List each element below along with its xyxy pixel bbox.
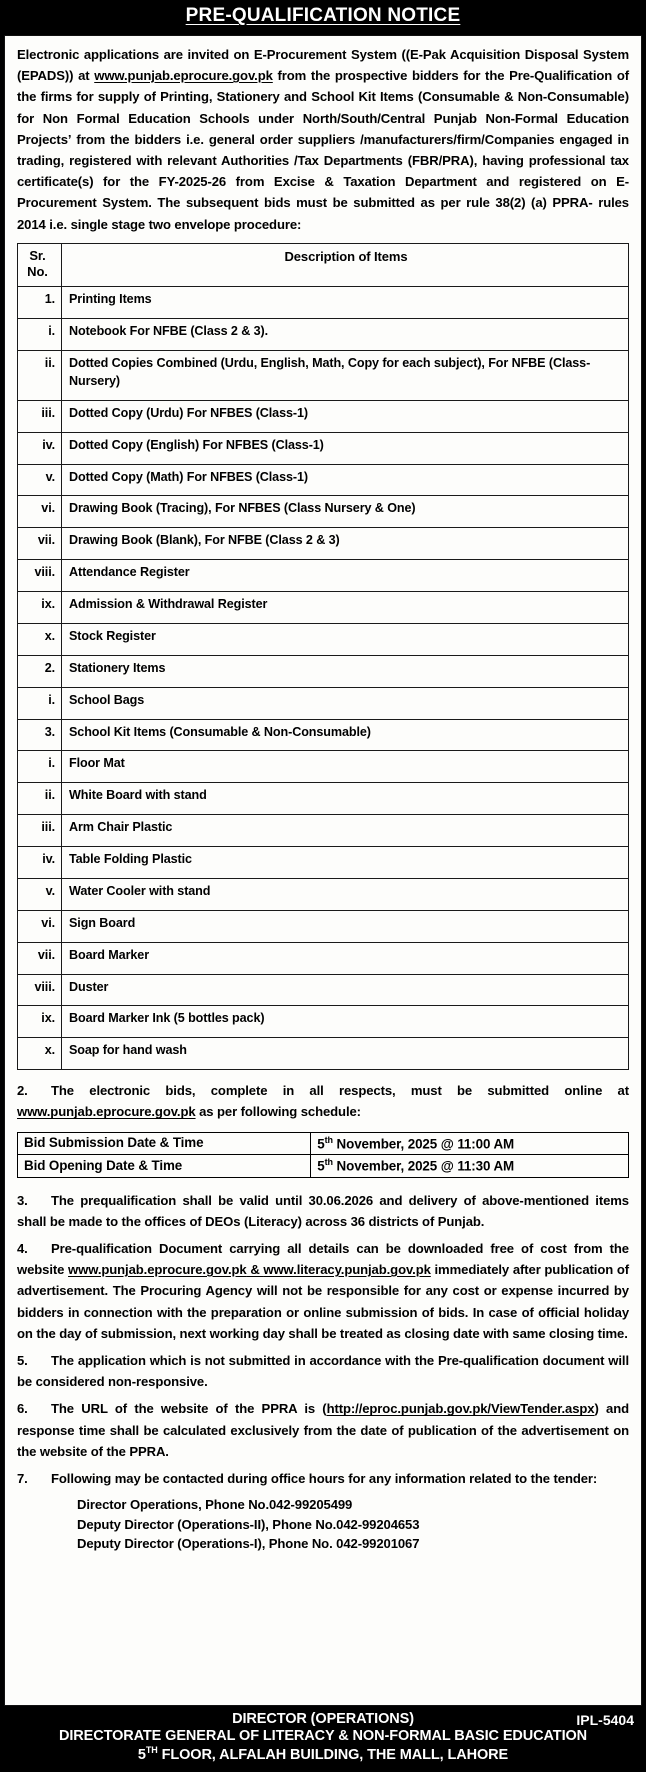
cell-description: White Board with stand	[62, 783, 629, 815]
cell-description: Table Folding Plastic	[62, 847, 629, 879]
clause-7	[17, 1468, 629, 1489]
table-row	[18, 815, 629, 847]
clause-4	[17, 1238, 629, 1344]
sr-line-2: No.	[27, 264, 48, 280]
clause-5	[17, 1350, 629, 1392]
table-row	[18, 1006, 629, 1038]
table-row	[18, 351, 629, 401]
cell-sr-no: 1.	[18, 287, 62, 319]
table-row	[18, 560, 629, 592]
clause-6	[17, 1398, 629, 1462]
cell-sr-no: viii.	[18, 974, 62, 1006]
literacy-url-link[interactable]: www.literacy.punjab.gov.pk	[263, 1262, 431, 1278]
table-row	[18, 974, 629, 1006]
intro-text-d: from the bidders i.e. general order suppliers /manufacturers/firm/Companies engaged in trading, registered with relevant Authorities /Tax Departments (FBR/PRA), having professional tax certificate(s) for the FY-2025-26 from Excise & Taxation Department and registered on E-Procurement System. The subsequent bids must be submitted as per rule 38(2) (a) PPRA- rules 2014 i.e. single stage two envelope procedure:	[17, 131, 629, 232]
cell-sr-no: ii.	[18, 783, 62, 815]
notice-sheet	[4, 35, 642, 1706]
table-row	[18, 1038, 629, 1070]
cell-sr-no: iii.	[18, 815, 62, 847]
table-row	[18, 432, 629, 464]
clause-4-text-a: Pre-qualification Document carrying all details can be downloaded free of cost from the website	[17, 1240, 629, 1278]
table-row	[18, 847, 629, 879]
table-row	[18, 719, 629, 751]
footer-address-prefix: 5	[137, 1747, 146, 1763]
cell-sr-no: i.	[18, 319, 62, 351]
cell-description: Board Marker Ink (5 bottles pack)	[62, 1006, 629, 1038]
schedule-row	[18, 1132, 629, 1154]
table-row	[18, 687, 629, 719]
cell-description: Dotted Copy (Urdu) For NFBES (Class-1)	[62, 400, 629, 432]
clause-2-text-a: The electronic bids, complete in all respects, must be submitted online at	[51, 1083, 629, 1099]
cell-description: Notebook For NFBE (Class 2 & 3).	[62, 319, 629, 351]
footer-address	[10, 1745, 636, 1763]
schedule-datetime: November, 2025 @ 11:30 AM	[332, 1158, 515, 1174]
cell-description: Admission & Withdrawal Register	[62, 592, 629, 624]
clause-3-number: 3.	[17, 1192, 28, 1208]
cell-sr-no: iii.	[18, 400, 62, 432]
contact-line: Deputy Director (Operations-I), Phone No. 042-99201067	[77, 1536, 420, 1552]
clause-6-text-a: The URL of the website of the PPRA is (	[51, 1401, 327, 1417]
header-banner	[0, 0, 646, 35]
table-row	[18, 910, 629, 942]
epads-abbr: EPADS	[21, 68, 65, 84]
cell-description: Duster	[62, 974, 629, 1006]
cell-sr-no: x.	[18, 1038, 62, 1070]
cell-sr-no: vii.	[18, 528, 62, 560]
table-row	[18, 319, 629, 351]
projects-bold: North/South/Central Punjab Non-Formal Education Projects’	[17, 110, 629, 147]
intro-text-c: from the prospective bidders for the Pre-Qualification of the firms for supply of Printing, Stationery and School Kit Items (Consumable & Non-Consumable) for Non Formal Education Schools under	[17, 68, 629, 126]
cell-description: Stock Register	[62, 623, 629, 655]
table-row	[18, 287, 629, 319]
cell-sr-no: vii.	[18, 942, 62, 974]
table-row	[18, 496, 629, 528]
cell-sr-no: vi.	[18, 910, 62, 942]
sr-line-1: Sr.	[29, 247, 46, 263]
clause-5-number: 5.	[17, 1352, 28, 1368]
clause-3	[17, 1190, 629, 1232]
cell-sr-no: 3.	[18, 719, 62, 751]
cell-sr-no: viii.	[18, 560, 62, 592]
ppra-url-link[interactable]: http://eproc.punjab.gov.pk/ViewTender.aspx	[326, 1401, 595, 1417]
cell-description: Drawing Book (Blank), For NFBE (Class 2 & 3)	[62, 528, 629, 560]
clause-2-text-b: as per following schedule:	[195, 1104, 361, 1120]
cell-sr-no: ix.	[18, 1006, 62, 1038]
table-row	[18, 464, 629, 496]
items-table-header-row	[18, 243, 629, 287]
column-header-sr-no	[18, 243, 62, 287]
cell-description: Water Cooler with stand	[62, 878, 629, 910]
clause-3-text: The prequalification shall be valid until 30.06.2026 and delivery of above-mentioned items shall be made to the offices of DEOs (Literacy) across 36 districts of Punjab.	[17, 1192, 629, 1229]
cell-description: Attendance Register	[62, 560, 629, 592]
contact-line: Deputy Director (Operations-II), Phone No.042-99204653	[77, 1516, 420, 1532]
cell-sr-no: vi.	[18, 496, 62, 528]
intro-paragraph	[17, 44, 629, 235]
schedule-value	[311, 1132, 629, 1154]
page-title: PRE-QUALIFICATION NOTICE	[185, 5, 461, 26]
cell-sr-no: x.	[18, 623, 62, 655]
cell-description: Drawing Book (Tracing), For NFBES (Class Nursery & One)	[62, 496, 629, 528]
cell-sr-no: ii.	[18, 351, 62, 401]
clause-2	[17, 1080, 629, 1122]
table-row	[18, 623, 629, 655]
cell-sr-no: ix.	[18, 592, 62, 624]
ipl-code: IPL-5404	[576, 1712, 634, 1729]
clause-6-text-b: ) and response time shall be calculated exclusively from the date of publication of the advertisement on the website of the PPRA.	[17, 1401, 629, 1459]
cell-group-heading: Stationery Items	[62, 655, 629, 687]
cell-sr-no: v.	[18, 878, 62, 910]
table-row	[18, 592, 629, 624]
cell-description: Arm Chair Plastic	[62, 815, 629, 847]
intro-text-a: Electronic applications are invited on E-Procurement System ((E-Pak Acquisition Disposal System (	[17, 47, 629, 84]
items-table-body	[18, 287, 629, 1070]
schedule-label: Bid Submission Date & Time	[18, 1132, 311, 1154]
url-separator-amp: &	[246, 1262, 264, 1278]
cell-description: Soap for hand wash	[62, 1038, 629, 1070]
schedule-label: Bid Opening Date & Time	[18, 1155, 311, 1177]
footer-directorate: DIRECTORATE GENERAL OF LITERACY & NON-FORMAL BASIC EDUCATION	[58, 1728, 588, 1745]
cell-sr-no: iv.	[18, 432, 62, 464]
clause-2-number: 2.	[17, 1083, 28, 1099]
cell-sr-no: i.	[18, 751, 62, 783]
bid-schedule-body	[18, 1132, 629, 1177]
table-row	[18, 878, 629, 910]
eprocure-url-link[interactable]: www.punjab.eprocure.gov.pk	[94, 68, 273, 84]
footer-address-ordinal: TH	[145, 1745, 158, 1756]
table-row	[18, 528, 629, 560]
table-row	[18, 751, 629, 783]
cell-description: Dotted Copy (Math) For NFBES (Class-1)	[62, 464, 629, 496]
items-table	[17, 243, 629, 1070]
cell-description: Dotted Copy (English) For NFBES (Class-1)	[62, 432, 629, 464]
eprocure-url-link-2[interactable]: www.punjab.eprocure.gov.pk	[17, 1104, 196, 1120]
footer-address-rest: FLOOR, ALFALAH BUILDING, THE MALL, LAHORE	[157, 1747, 509, 1763]
table-row	[18, 655, 629, 687]
schedule-day-ordinal: th	[324, 1134, 333, 1145]
clause-5-text: The application which is not submitted in accordance with the Pre-qualification document will be considered non-responsive.	[17, 1352, 629, 1390]
schedule-row	[18, 1155, 629, 1177]
schedule-value	[311, 1155, 629, 1177]
cell-group-heading: Printing Items	[62, 287, 629, 319]
contact-list	[17, 1495, 629, 1554]
table-row	[18, 783, 629, 815]
intro-text-b: )) at	[64, 68, 95, 84]
table-row	[18, 942, 629, 974]
clause-7-number: 7.	[17, 1470, 28, 1486]
clause-4-text-b: immediately after publication of advertisement. The Procuring Agency will not be responsible for any cost or expense incurred by bidders in connection with the preparation or online submission of bids. In case of official holiday on the day of submission, next working day shall be treated as closing date with same closing time.	[17, 1262, 629, 1341]
schedule-day-ordinal: th	[324, 1157, 333, 1168]
schedule-day: 5	[317, 1158, 325, 1174]
eprocure-url-link-3[interactable]: www.punjab.eprocure.gov.pk	[68, 1262, 247, 1278]
schedule-day: 5	[317, 1136, 325, 1152]
table-row	[18, 400, 629, 432]
cell-sr-no: iv.	[18, 847, 62, 879]
clause-7-text: Following may be contacted during office hours for any information related to the tender:	[51, 1470, 598, 1486]
schedule-datetime: November, 2025 @ 11:00 AM	[332, 1136, 515, 1152]
footer-designation: DIRECTOR (OPERATIONS)	[232, 1711, 414, 1728]
cell-description: School Bags	[62, 687, 629, 719]
column-header-description: Description of Items	[62, 243, 629, 287]
contact-line: Director Operations, Phone No.042-99205499	[77, 1497, 353, 1513]
clause-6-number: 6.	[17, 1401, 28, 1417]
cell-sr-no: i.	[18, 687, 62, 719]
cell-description: Board Marker	[62, 942, 629, 974]
cell-description: Dotted Copies Combined (Urdu, English, Math, Copy for each subject), For NFBE (Class-Nursery)	[62, 351, 629, 401]
cell-description: Floor Mat	[62, 751, 629, 783]
footer-banner	[0, 1706, 646, 1772]
cell-group-heading: School Kit Items (Consumable & Non-Consumable)	[62, 719, 629, 751]
cell-description: Sign Board	[62, 910, 629, 942]
bid-schedule-table	[17, 1132, 629, 1178]
cell-sr-no: 2.	[18, 655, 62, 687]
clause-4-number: 4.	[17, 1240, 28, 1256]
cell-sr-no: v.	[18, 464, 62, 496]
